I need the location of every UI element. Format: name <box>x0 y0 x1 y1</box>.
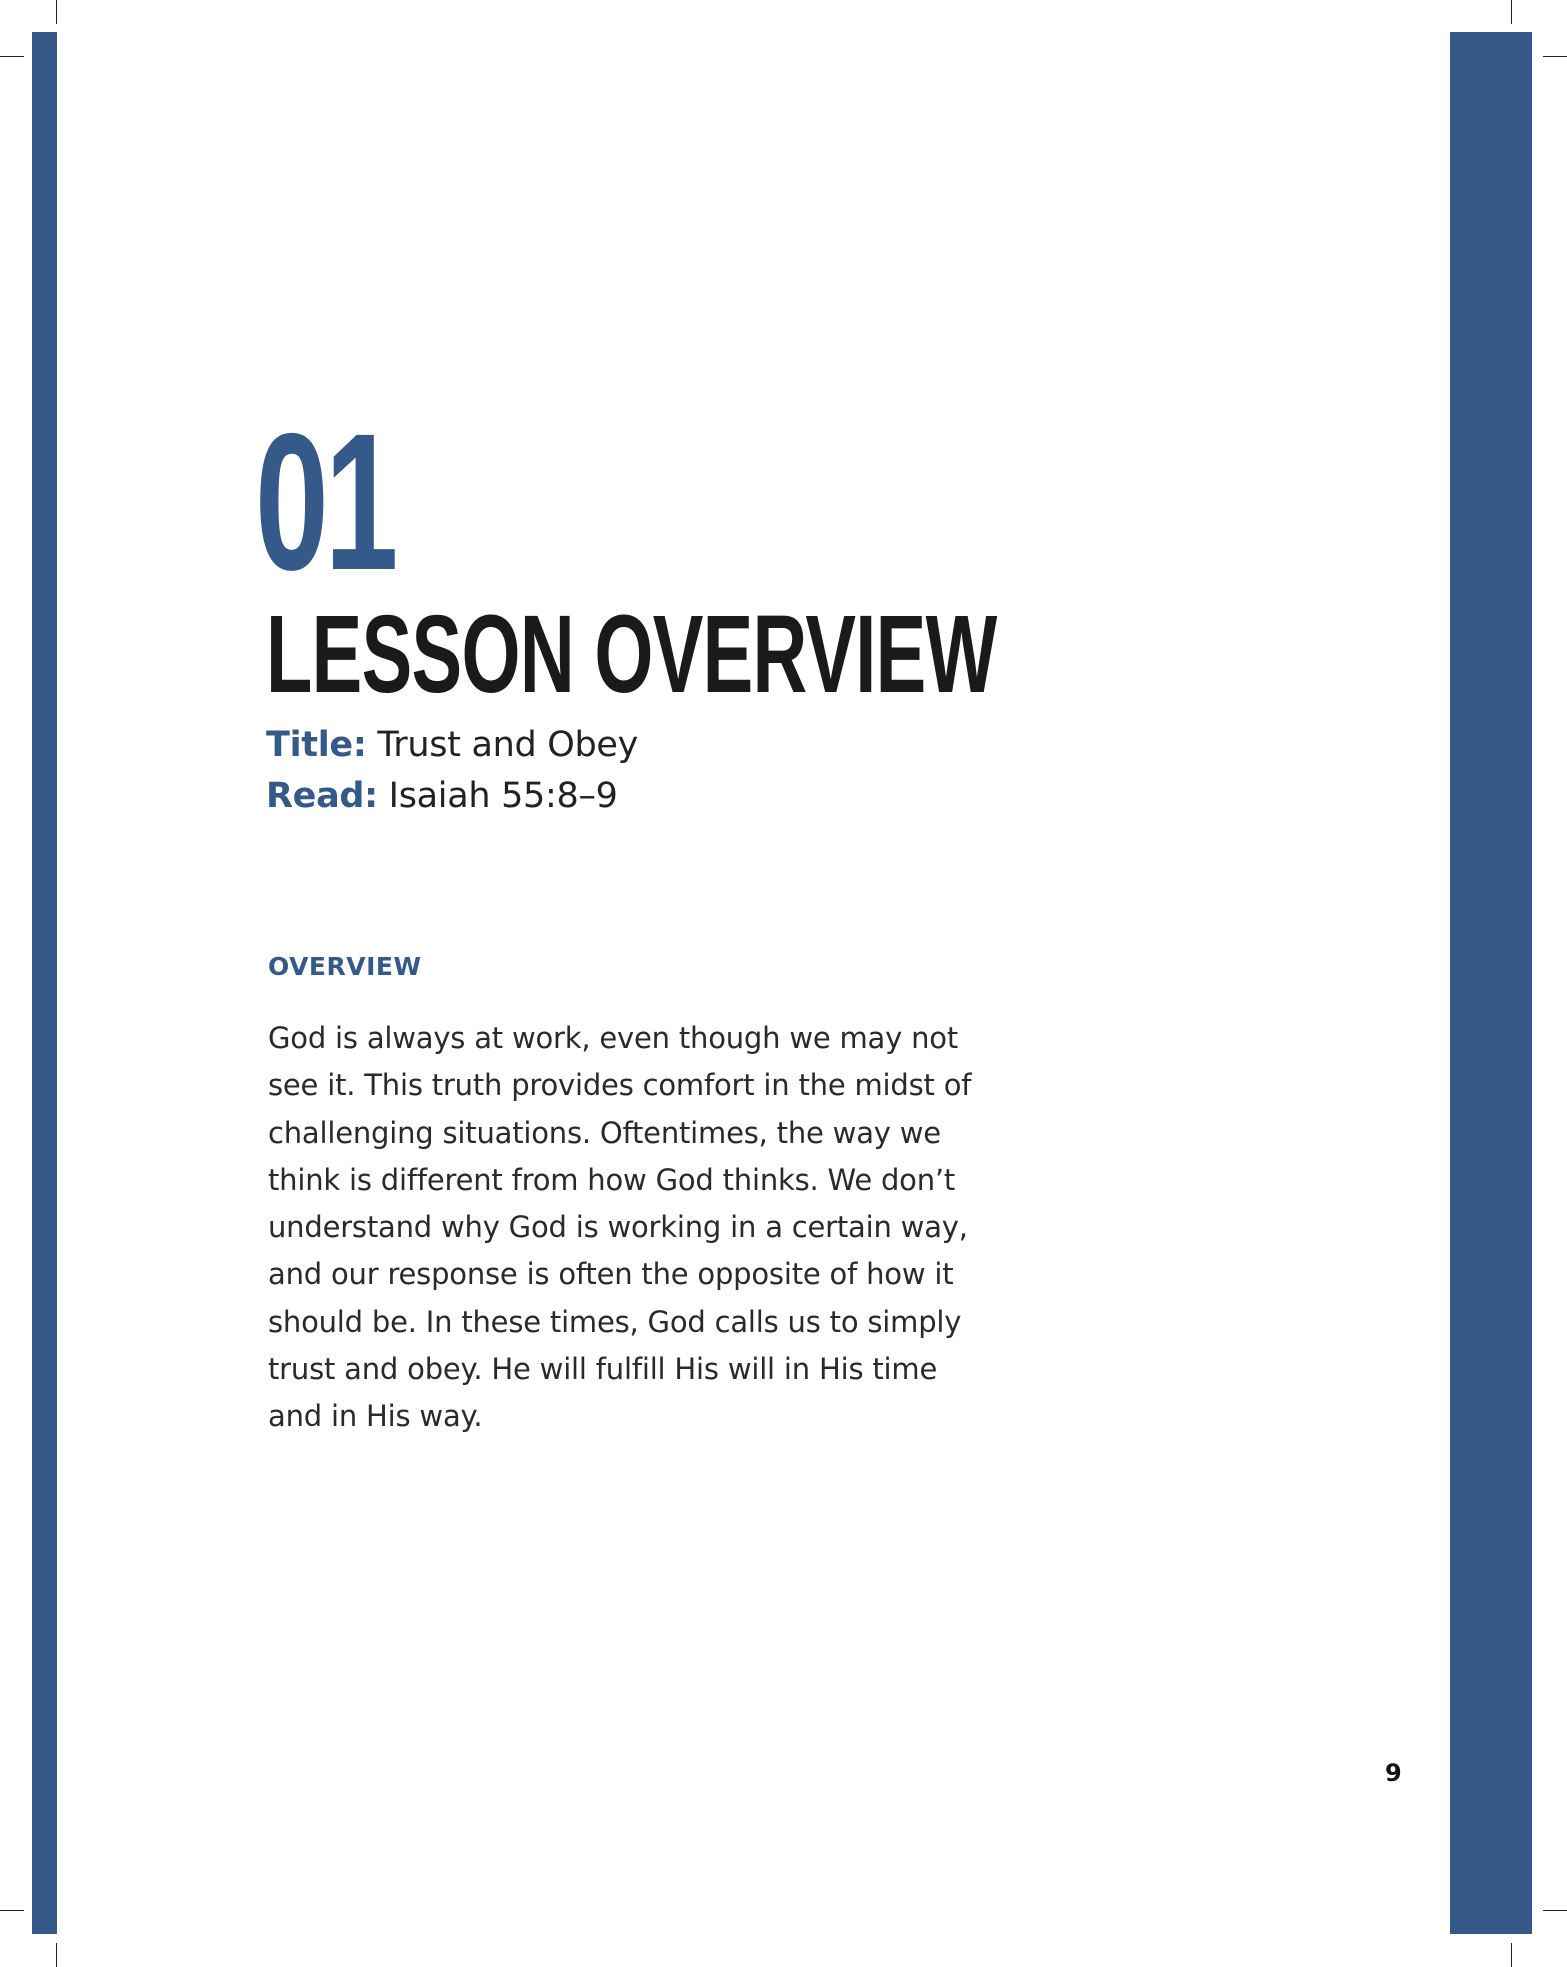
crop-mark <box>1543 1910 1567 1911</box>
crop-mark <box>1543 56 1567 57</box>
title-key: Title: <box>266 725 367 765</box>
crop-mark <box>1511 0 1512 24</box>
overview-label: OVERVIEW <box>268 952 422 981</box>
right-edge-bar <box>1450 32 1532 1934</box>
overview-line: God is always at work, even though we may not <box>268 1021 959 1055</box>
lesson-number: 01 <box>255 393 395 611</box>
title-value: Trust and Obey <box>366 725 639 765</box>
read-key: Read: <box>266 776 378 816</box>
page-number: 9 <box>1385 1759 1402 1787</box>
overview-line: see it. This truth provides comfort in the midst of <box>268 1068 972 1103</box>
overview-line: should be. In these times, God calls us to simply <box>268 1304 962 1339</box>
overview-line: and in His way. <box>268 1399 483 1434</box>
overview-line: understand why God is working in a certain way, <box>268 1210 968 1245</box>
lesson-heading: LESSON OVERVIEW <box>266 593 997 716</box>
crop-mark <box>0 1910 24 1911</box>
crop-mark <box>0 56 24 57</box>
crop-mark <box>1511 1943 1512 1967</box>
crop-mark <box>56 0 57 24</box>
lesson-title-line <box>266 725 639 765</box>
left-edge-bar <box>32 32 57 1934</box>
crop-mark <box>56 1943 57 1967</box>
overview-line: challenging situations. Oftentimes, the way we <box>268 1115 941 1150</box>
lesson-read-line <box>266 776 618 816</box>
overview-line: think is different from how God thinks. We don’t <box>268 1162 956 1197</box>
overview-line: and our response is often the opposite of how it <box>268 1257 954 1292</box>
overview-paragraph <box>268 1015 1028 1441</box>
overview-line: trust and obey. He will fulfill His will in His time <box>268 1352 938 1387</box>
read-value: Isaiah 55:8–9 <box>377 776 618 816</box>
